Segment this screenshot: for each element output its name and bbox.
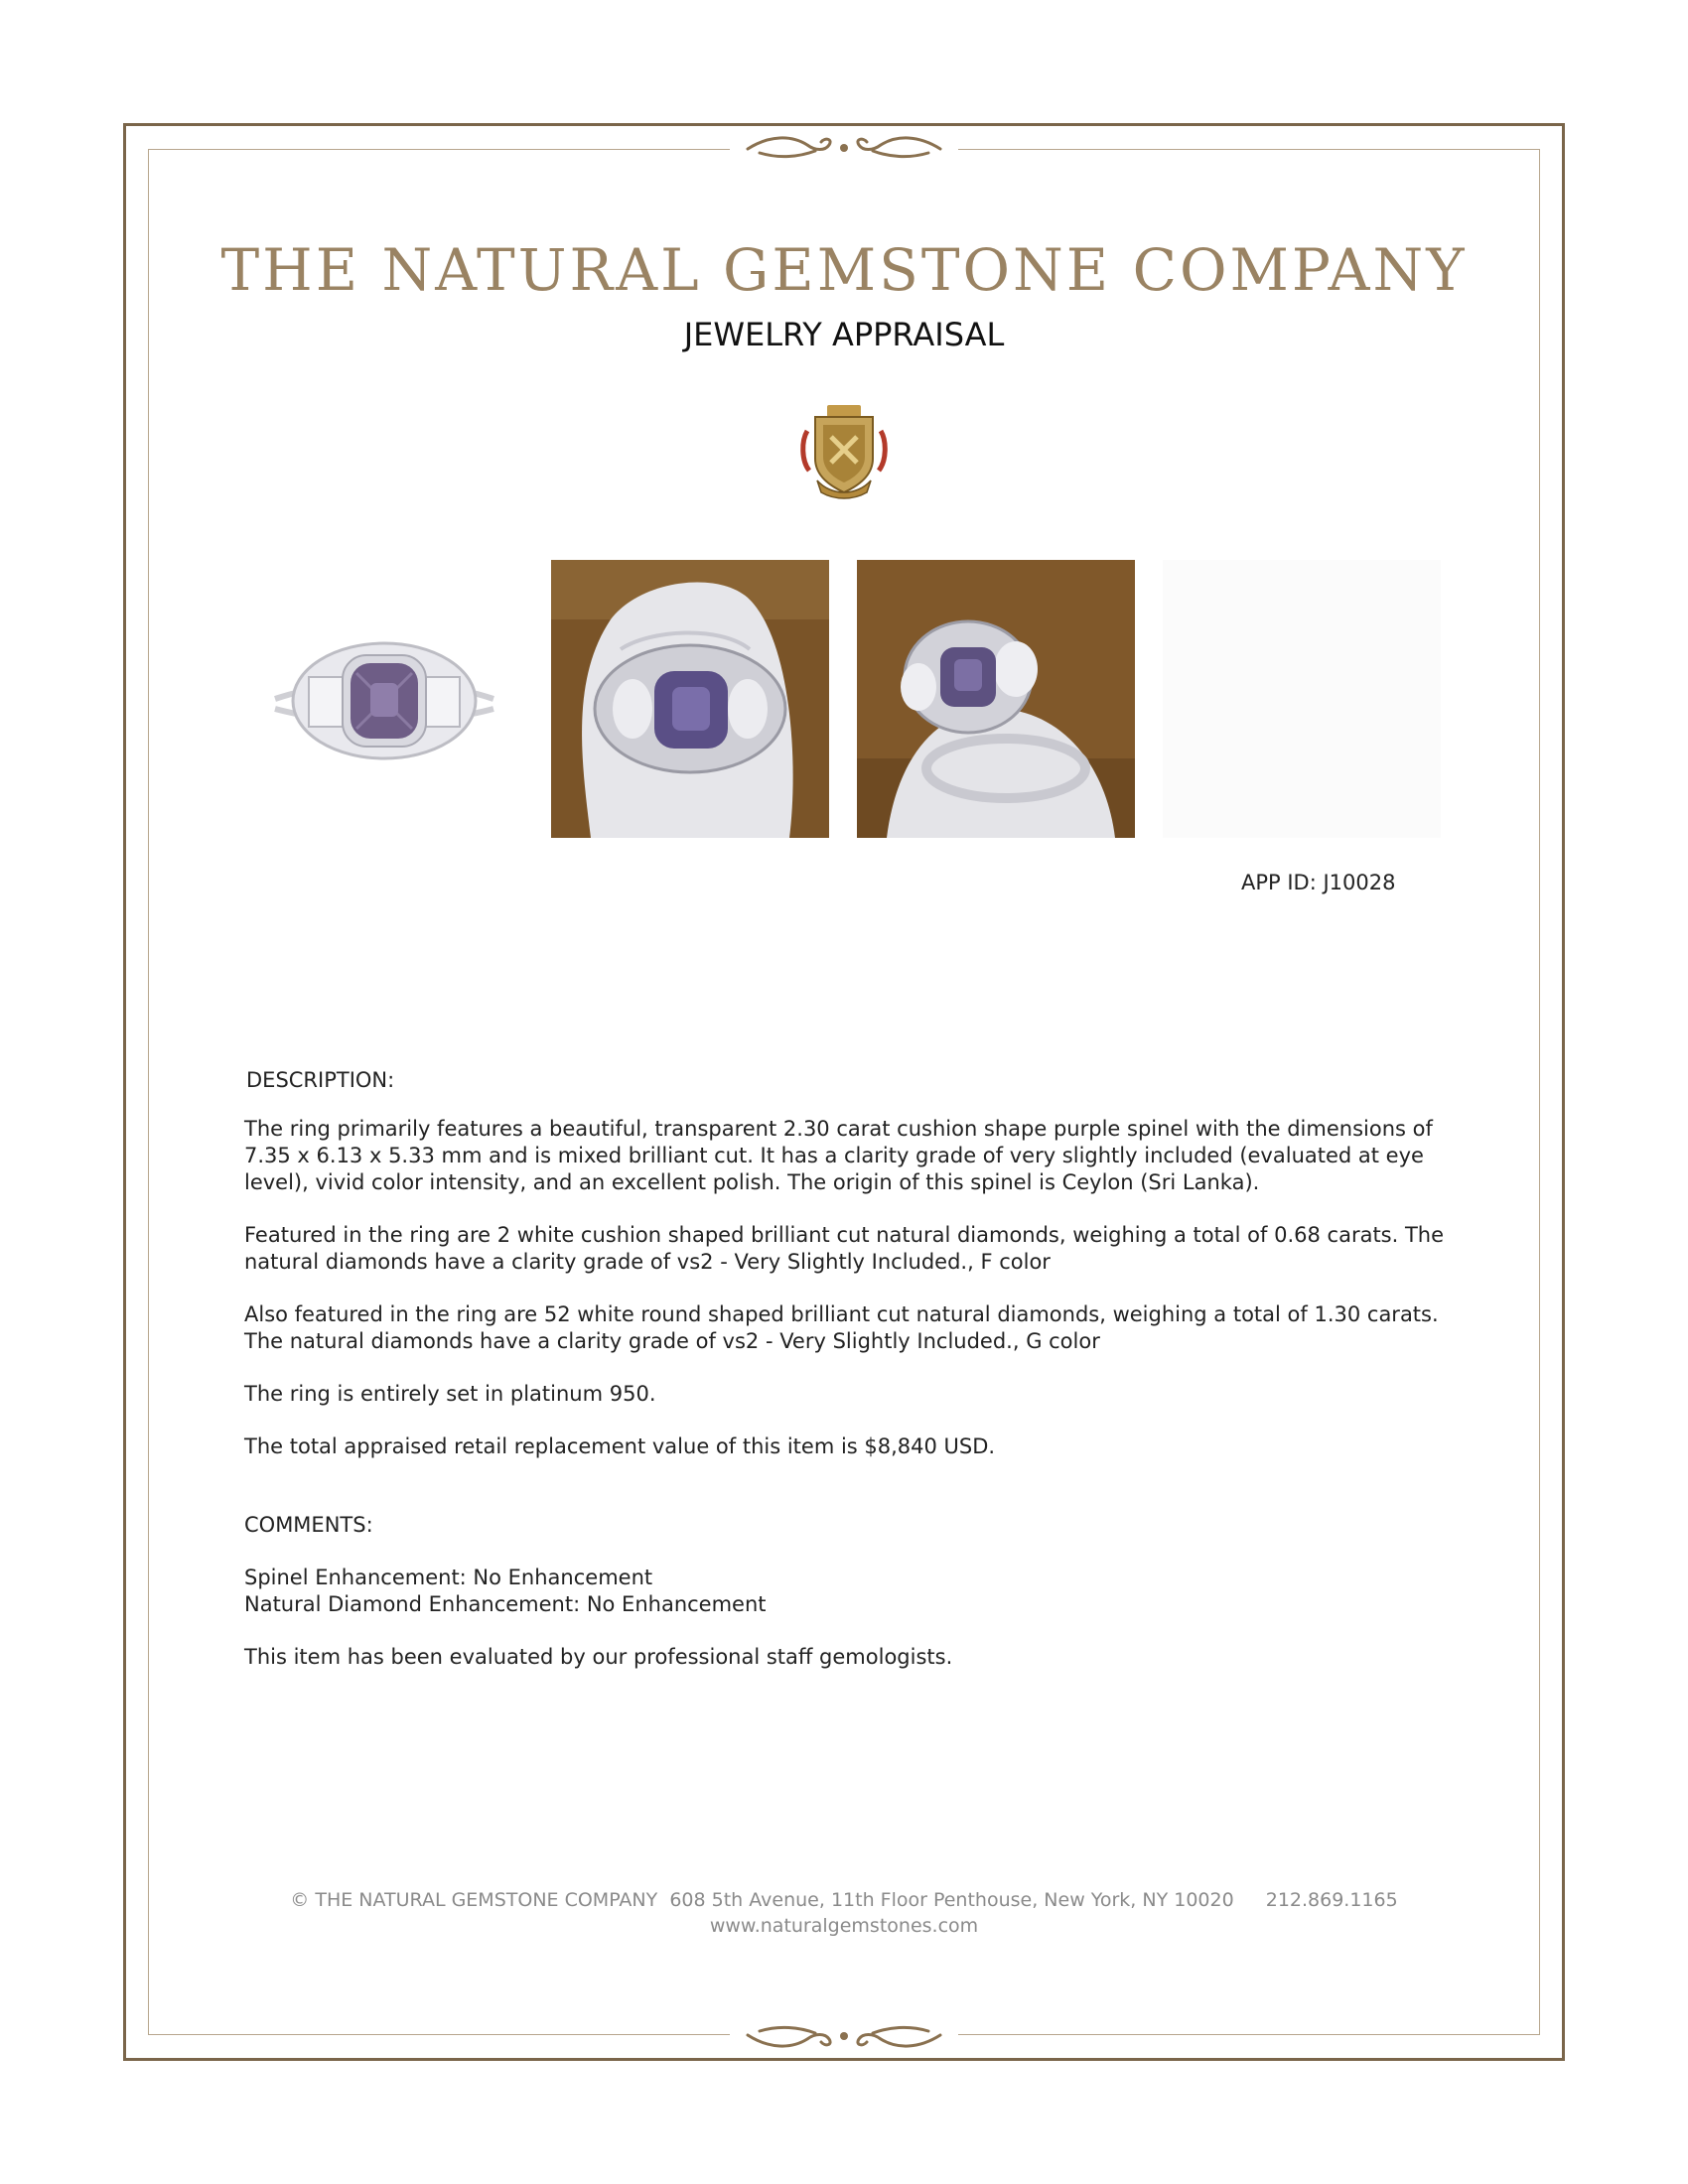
description-paragraph: Featured in the ring are 2 white cushion shaped brilliant cut natural diamonds, weighing a total of 0.68 carats. The natural diamonds have a clarity grade of vs2 - Very Slightly Included., F color [244,1223,1445,1274]
top-ornament-icon [730,127,958,171]
ring-studio-photo [245,560,523,838]
document-subtitle: JEWELRY APPRAISAL [683,316,1005,353]
footer-phone: 212.869.1165 [1265,1889,1398,1911]
comments-heading: COMMENTS: [244,1513,373,1537]
comment-line: Spinel Enhancement: No Enhancement [244,1566,653,1589]
evaluation-note: This item has been evaluated by our professional staff gemologists. [244,1645,953,1669]
description-heading: DESCRIPTION: [246,1068,395,1092]
footer-website[interactable]: www.naturalgemstones.com [709,1915,979,1937]
company-title: THE NATURAL GEMSTONE COMPANY [220,236,1468,304]
appraisal-body [244,1067,1456,1697]
appraised-value: The total appraised retail replacement value of this item is $8,840 USD. [244,1434,996,1458]
footer [0,1887,1688,1939]
comment-line: Natural Diamond Enhancement: No Enhancement [244,1592,767,1616]
footer-address: 608 5th Avenue, 11th Floor Penthouse, New York, NY 10020 [669,1889,1234,1911]
photo-strip [245,560,1443,838]
crest-logo-icon [797,401,891,500]
bottom-ornament-icon [730,2013,958,2057]
description-paragraph: The ring is entirely set in platinum 950. [244,1382,656,1406]
app-id: APP ID: J10028 [1241,871,1396,894]
description-paragraph: Also featured in the ring are 52 white round shaped brilliant cut natural diamonds, weighing a total of 1.30 carats. The natural diamonds have a clarity grade of vs2 - Very Slightly Included., G color [244,1302,1439,1353]
blank-photo [1163,560,1441,838]
description-paragraph: The ring primarily features a beautiful, transparent 2.30 carat cushion shape purple spinel with the dimensions of 7.35 x 6.13 x 5.33 mm and is mixed brilliant cut. It has a clarity grade of very slightly included (evaluated at eye level), vivid color intensity, and an excellent polish. The origin of this spinel is Ceylon (Sri Lanka). [244,1117,1433,1194]
footer-company: © THE NATURAL GEMSTONE COMPANY [290,1889,658,1911]
ring-held-photo [551,560,829,838]
ring-side-photo [857,560,1135,838]
